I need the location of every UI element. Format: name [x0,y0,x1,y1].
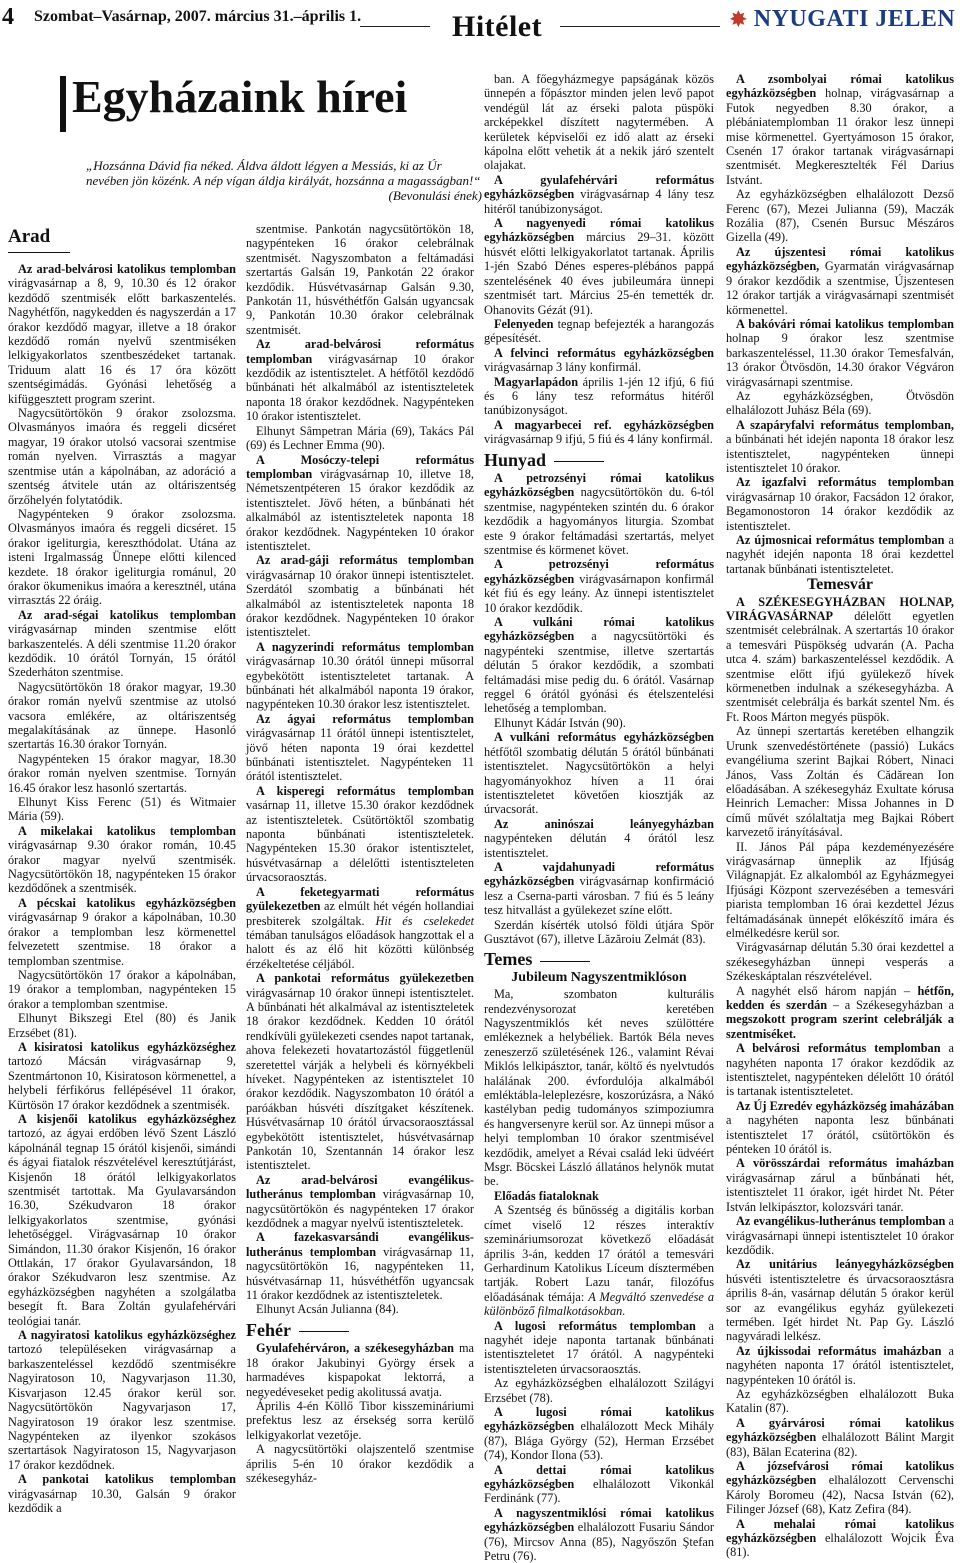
article-paragraph: A zsombolyai római katolikus egyházközségben holnap, virágvasárnap a Futok negyedben 8.30 órakor, a plébániatemplomban 11 órakor lesz ünnepi mise körmenettel. Gyertyámoson 15 órakor, Csenén 17 órakor tartanak virágvasárnapi szentmisét. Megkeresztelték Fél Darius Istvánt. [726,72,954,187]
section-temes [484,949,714,970]
article-paragraph: A kisjenői katolikus egyházközséghez tartozó, az ágyai erdőben lévő Szent László kápolnánál tegnap 15 órától kisjenői, simándi és ágyai fiatalok részvételével keresztútjárást, Kisjenőn 18 órától lelkigyakorlatos szentmisét tartottak. Ma Gyulavarsándon 16.30, Székudvaron 18 órakor lelkigyakorlatos szentmise, gyónási lehetőséggel. Virágvasárnap 10 órakor Simándon, 11.30 órakor Kisjenőn, 16 órakor Ottlakán, 17 órakor Gyulavarsándon, 18 órakor Székudvaron lesz szentmise. Az egyházközségben nagyhéten a szolgálatba besegít ft. Bara Zoltán gyulafehérvári teológiai tanár. [8,1111,236,1328]
article-paragraph: Az arad-ségai katolikus templomban virágvasárnap minden szentmise előtt barkaszentelés. A déli szentmise 11.20 órakor kezdődik. 10 órától Tornyán, 15 órától Szederháton szentmise. [8,607,236,680]
article-paragraph: Nagycsütörtökön 17 órakor a kápolnában, 19 órakor a templomban, nagypénteken 15 órakor a templomban szentmise. [8,967,236,1011]
column-3 [484,72,714,1563]
article-paragraph: Az egyházközségben elhalálozott Dezső Ferenc (67), Mezei Julianna (59), Maczák Rozália (87), Csenén Bursuc Mészáros Gizella (49). [726,187,954,245]
article-paragraph: A belvárosi református templomban a nagyhéten naponta 17 órakor kezdődik az istentisztelet, nagypénteken délelőtt 10 órától is tartanak istentiszteletet. [726,1041,954,1099]
article-paragraph: Az egyházközségben, Ötvösdön elhalálozott Juhász Béla (69). [726,388,954,418]
page-number: 4 [2,4,14,30]
section-title: Hitélet [452,10,543,43]
article-paragraph: Nagypénteken 9 órakor zsolozsma. Olvasmányos imaóra és reggeli dicséret. 15 órakor igeliturgia, kereszthódolat. Utána az isteni Irgalmasság Ünnepe előtti kilenced kezdete. 18 órakor igeliturgia románul, 20 órakor ökumenikus imaóra a keresztnél, utána virrasztás 22 óráig. [8,506,236,608]
article-paragraph: Az egyházközségben elhalálozott Szilágyi Erzsébet (78). [484,1376,714,1405]
article-paragraph: Az újszentesi római katolikus egyházközségben, Gyarmatán virágvasárnap 9 órakor kezdődik a szentmise, Újszentesen 12 órakor tartják a virágvasárnapi szentmisét körmenettel. [726,244,954,317]
column-1-body [8,262,236,1515]
column-4-top [726,72,954,576]
article-paragraph: Az aninószai leányegyházban nagypénteken délután 4 órától lesz istentisztelet. [484,816,714,860]
article-paragraph: Elhunyt Kiss Ferenc (51) és Witmaier Mária (59). [8,795,236,824]
column-4-temesvar [726,595,954,1560]
article-paragraph: A magyarbecei ref. egyházközségben virágvasárnap 9 ifjú, 5 fiú és 4 lány konfirmál. [484,417,714,447]
page-title: Egyházaink hírei [72,71,408,122]
article-paragraph: A pécskai katolikus egyházközségben virágvasárnap 9 órakor a kápolnában, 10.30 órakor a templomban lesz körmenettel felvezetett szentmise. 18 órakor a templomban szentmise. [8,895,236,968]
column-3-temes [484,987,714,1563]
article-paragraph: A nagycsütörtöki olajszentelő szentmise április 5-én 10 órakor kezdődik a székesegyház- [246,1442,474,1485]
article-paragraph: Az evangélikus-lutheránus templomban a virágvasárnapi ünnepi istentisztelet 10 órakor kezdődik. [726,1214,954,1257]
column-1 [8,262,236,1515]
quote-source: (Bevonulási ének) [388,188,482,203]
article-paragraph: A dettai római katolikus egyházközségben elhalálozott Vikonkál Ferdinánk (77). [484,1462,714,1506]
section-hunyad-rule [554,461,604,462]
column-3-hunyad [484,471,714,946]
heading-jubileum: Jubileum Nagyszentmiklóson [511,969,687,985]
article-paragraph: A vulkáni református egyházközségben hétfőtől szombatig délután 5 órától bűnbánati istentisztelet. Nagycsütörtökön a helyi hagyományokhoz híven a 11 órai istentiszteletet követően kiosztják az úrvacsorát. [484,730,714,817]
article-paragraph: A mehalai római katolikus egyházközségben elhalálozott Wojcik Éva (81). [726,1516,954,1560]
article-paragraph: Nagypénteken 15 órakor magyar, 18.30 órakor román nyelven szentmise. Tornyán 16.45 órakor lesz hasonló szertartás. [8,751,236,795]
article-paragraph: A szapáryfalvi református templomban, a bűnbánati hét idején naponta 18 órakor lesz istentisztelet, nagypénteken ünnepi istentisztelet 10 órakor. [726,417,954,475]
section-temes-title: Temes [484,949,533,970]
column-4 [726,72,954,1560]
header-rule-left [360,26,430,27]
column-2 [246,222,474,1485]
article-paragraph: Szerdán kísérték utolsó földi útjára Spör Gusztávot (67), illetve Lăzăroiu Zelmát (83). [484,917,714,946]
article-paragraph: A nagyenyedi római katolikus egyházközségben március 29–31. között húsvét előtti lelkigyakorlatot tartanak. Április 1-jén Szabó Dénes esperes-plébános pappá szentelésének 40 éves jubileumára ünnepi szentmisét tart. Március 25-én temették dr. Ohanovits Gézát (91). [484,216,714,317]
article-paragraph: Nagycsütörtökön 9 órakor zsolozsma. Olvasmányos imaóra és reggeli dicséret magyar, 19 órakor utolsó vacsorai szentmise román nyelven. Virrasztás a magyar szentmise után a kápolnában, az adoráció a szentség átvitele után az oltáriszentség őrzőhelyén folytatódik. [8,406,236,507]
article-paragraph: Magyarlapádon április 1-jén 12 ifjú, 6 fiú és 6 lány tesz református hitéről tanúbizonyságot. [484,374,714,418]
article-paragraph: Elhunyt Bikszegi Etel (80) és Janik Erzsébet (81). [8,1011,236,1040]
article-paragraph: A petrozsényi református egyházközségben virágvasárnapon konfirmál két fiú és egy leány. Az ünnepi istentisztelet 10 órakor kezdődik. [484,557,714,615]
section-hunyad-title: Hunyad [484,449,547,470]
logo-text: NYUGATI JELEN [753,6,956,32]
article-paragraph: A feketegyarmati református gyülekezetben az elmúlt hét végén hollandiai presbiterek szolgáltak. Hit és cselekedet témában tanulságos előadások hangzottak el a halott és az élő hit közötti különbség érzékeltetése céljából. [246,884,474,971]
issue-date: Szombat–Vasárnap, 2007. március 31.–április 1. [34,8,362,25]
article-paragraph: A kisiratosi katolikus egyházközséghez tartozó Mácsán virágvasárnap 9, Szentmártonon 10, Kisiratoson körmenettel, a helybeli férfikórus fellépésével 11 órakor, Kürtösön 17 órakor kezdődnek a szentmisék. [8,1039,236,1112]
article-paragraph: Az arad-belvárosi református templomban virágvasárnap 10 órakor kezdődik az istentisztelet. A hétfőtől kezdődő bűnbánati hét alkalmából az istentiszteletek naponta 18 órakor kezdődnek. Nagypénteken 10 órakor istentisztelet. [246,337,474,424]
article-paragraph: Az újmosnicai református templomban a nagyhét idején naponta 18 órai kezdettel tartanak bűnbánati istentiszteletet. [726,533,954,576]
section-arad-rule [8,252,70,253]
section-hunyad [484,449,714,470]
article-paragraph: A mikelakai katolikus templomban virágvasárnap 9.30 órakor román, 10.45 órakor magyar nyelvű szentmisék. Nagycsütörtökön 18, nagypénteken 15 órakor kezdődőnek a szentmisék. [8,823,236,896]
article-paragraph: A nagyiratosi katolikus egyházközséghez tartozó településeken virágvasárnap a barkaszenteléssel kezdődő szentmisékre Nagyiratoson 10, Nagyvarjason 11.30, Kisvarjason 12.45 órakor kerül sor. Nagycsütörtökön Nagyvarjason 17, Nagyiratoson 19 órakor lesz szentmise. Nagypénteken az ilyenkor szokásos szertartások Nagyiratoson 15, Nagyvarjason 17 órakor kezdődnek. [8,1328,236,1472]
article-paragraph: A gyulafehérvári református egyházközségben virágvasárnap 4 lány tesz hitéről tanúbizonyságot. [484,172,714,216]
article-paragraph: A Mosóczy-telepi református templomban virágvasárnap 10, illetve 18, Németszentpéteren 15 órakor kezdődik az istentisztelet. Jövő héten, a bűnbánati hét alkalmából az istentiszteletek naponta 18 órakor kezdődnek. Nagypénteken 10 órakor istentisztelet. [246,452,474,553]
article-paragraph: Elhunyt Sâmpetran Mária (69), Takács Pál (69) és Lechner Emma (90). [246,423,474,453]
article-paragraph: Gyulafehérváron, a székesegyházban ma 18 órakor Jakubinyi György érsek a harmadéves kispapokat lektorrá, a negyedéveseket pedig akolitussá avatja. [246,1341,474,1399]
article-paragraph: A kisperegi református templomban vasárnap 11, illetve 15.30 órakor kezdődnek az istentiszteletek. Csütörtöktől szombatig naponta bűnbánati istentiszteletek. Nagypénteken 15.30 órakor istentisztelet, húsvétvasárnap a délelőtti istentiszteleten úrvacsoraosztás. [246,783,474,885]
article-paragraph: A pankotai katolikus templomban virágvasárnap 10.30, Galsán 9 órakor kezdődik a [8,1472,236,1515]
article-paragraph: A lugosi római katolikus egyházközségben elhalálozott Meck Mihály (87), Blága György (52), Herman Erzsébet (74), Kondor Ilona (53). [484,1404,714,1463]
article-paragraph: A bakóvári római katolikus templomban holnap 9 órakor lesz szentmise barkaszenteléssel, 11.30 órakor Temesfalván, 13 órakor Ötvösdön, 14.30 órakor Végváron virágvasárnapi szentmise. [726,316,954,389]
article-paragraph: II. János Pál pápa kezdeményezésére virágvasárnap ünneplik az Ifjúság Világnapját. Ez alkalomból az Egyházmegyei Ifjúsági Központ szervezésében a temesvári piarista templomban 16 órai kezdettel Jézus feltámadásának ünnepét előkészítő imára és elmélkedésre kerül sor. [726,839,954,940]
article-paragraph: A felvinci református egyházközségben virágvasárnap 3 lány konfirmál. [484,345,714,375]
article-paragraph: A nagyszentmiklósi római katolikus egyházközségben elhalálozott Fusariu Sándor (76), Mircsov Anna (85), Nagyőszőn Ştefan Petru (76). [484,1505,714,1563]
header-rule-right [560,26,720,27]
article-paragraph: Az igazfalvi református templomban virágvasárnap 10 órakor, Facsádon 12 órakor, Begamonostoron 14 órakor kezdődik az istentisztelet. [726,475,954,533]
section-temesvar-title: Temesvár [806,576,874,594]
article-paragraph: A fazekasvarsándi evangélikus-lutheránus templomban virágvasárnap 11, nagycsütörtökön 16, nagypénteken 11, húsvétvasárnap 11, húsvéthétfőn ugyancsak 11 órakor kezdődnek az istentiszteletek. [246,1230,474,1303]
section-temesvar [726,578,954,592]
article-paragraph: A vörösszárdai református imaházban virágvasárnap zárul a bűnbánati hét, istentisztelet 11 órakor, igét hirdet Nt. Péter István lelkipásztor, kolozsvári tanár. [726,1156,954,1214]
article-paragraph: A józsefvárosi római katolikus egyházközségben elhalálozott Cervenschi Károly Boromeu (42), Nacsa István (62), Filinger József (68), Katz Zefira (84). [726,1459,954,1517]
article-paragraph: A Szentség és bűnösség a digitális korban címet viselő 12 részes interaktív szemináriumsorozat következő előadását április 3-án, kedden 17 órától a temesvári Gerhardinum Katolikus Líceum dísztermében tartják. Robert Lazu tanár, filozófus előadásának témája: A Megváltó szenvedése a különböző filmalkotásokban. [484,1203,714,1319]
article-paragraph: Az unitárius leányegyházközségben húsvéti istentiszteletre és úrvacsoraosztásra április 8-án, vasárnap délután 5 órakor kerül sor az evangélikus egyház gyülekezeti termében. Igét hirdet Nt. Pap Gy. László nagyváradi lelkész. [726,1257,954,1344]
article-paragraph: Elhunyt Kádár István (90). [494,715,626,730]
article-paragraph: Az Új Ezredév egyházközség imaházában a nagyhéten naponta lesz bűnbánati istentisztelet 17 órától, csütörtökön és pénteken 10 órától is. [726,1098,954,1157]
section-feher [246,1319,474,1340]
article-paragraph: Virágvasárnap délután 5.30 órai kezdettel a székesegyházban ünnepi vesperás a Székeskáptalan részvételével. [726,940,954,984]
article-paragraph: A vulkáni római katolikus egyházközségben a nagycsütörtöki és nagypénteki szentmise, illetve szertartás délután 5 órakor kezdődik, a szombati feltámadási mise pedig du. 6 órától. Vasárnap reggel 6 órától gyónási és ételszentelési lehetőség a templomban. [484,615,714,716]
section-feher-rule [299,1331,349,1332]
title-bar [60,76,66,132]
article-paragraph: Április 4-én Köllő Tibor kisszemináriumi prefektus lesz az érsekség sorra kerülő lelkigyakorlat vezetője. [246,1398,474,1442]
column-2-body [246,222,474,1317]
opening-quote [86,158,482,203]
article-paragraph: A nagyhét első három napján – hétfőn, kedden és szerdán – a Székesegyházban a megszokott program szerint celebrálják a szentmiséket. [726,983,954,1041]
article-paragraph: Az egyházközségben elhalálozott Buka Katalin (87). [726,1386,954,1416]
article-paragraph: Elhunyt Acsán Julianna (84). [256,1302,399,1317]
article-paragraph: Az ünnepi szertartás keretében elhangzik Urunk szenvedéstörténete (passió) Lukács evangéliuma szerint Bajkai Róbert, Ninaci János, Vass Zoltán és Cădărean Ion előadásában. A székesegyház Exultate kórusa Heinrich Lemacher: Missa Johannes in D című művét szólaltatja meg Bajkai Róbert karvezető irányításával. [726,724,954,840]
article-paragraph: szentmise. Pankotán nagycsütörtökön 18, nagypénteken 16 órakor celebrálnak szentmisét. Nagyszombaton a feltámadási szertartás Galsán 19, Pankotán 22 órakor kezdődik. Húsvétvasárnap Galsán 9.30, Pankotán 11, húsvéthétfőn Galsán ugyancsak 9, Pankotán 10.30 órakor celebrálnak szentmisét. [246,222,474,337]
article-paragraph: Az arad-belvárosi evangélikus-lutheránus templomban virágvasárnap 10, nagycsütörtökön és nagypénteken 17 órakor kezdődnek a magyar nyelvű istentiszteletek. [246,1172,474,1231]
newspaper-logo[interactable] [730,6,955,33]
article-paragraph: Nagycsütörtökön 18 órakor magyar, 19.30 órakor román nyelvű szentmise az utolsó vacsora emlékére, az oltáriszentség megalakításának az ünnepe. Hasonló szertartás 16.30 órakor Tornyán. [8,679,236,752]
section-temes-rule [540,961,590,962]
article-paragraph: Az arad-gáji református templomban virágvasárnap 10 órakor ünnepi istentisztelet. Szerdától szombatig a bűnbánati hét alkalmából az istentiszteletek naponta 18 órakor kezdődnek. Nagypénteken 10 órakor istentisztelet. [246,553,474,640]
article-paragraph: A gyárvárosi római katolikus egyházközségben elhalálozott Bálint Margit (83), Bălan Ecaterina (82). [726,1415,954,1459]
article-paragraph: A SZÉKESEGYHÁZBAN HOLNAP, VIRÁGVASÁRNAP délelőtt egyetlen szentmisét celebrálnak. A szertartás 10 órakor a temesvári Püspökség udvarán (A. Pacha utca 4. szám) barkaszenteléssel kezdődik. A szentmise előtt ifjú gyülekező hívek körmenetben indulnak a székesegyházba. A szentmisét celebrálja és barkát szentel Nm. és Ft. Roos Márton megyés püspök. [726,594,954,724]
column-2-feher-body [246,1341,474,1485]
quote-text: „Hozsánna Dávid fia néked. Áldva áldott légyen a Messiás, ki az Úr nevében jön közénk. A nép vígan áldja királyát, hozsánna a magasságban!“ [86,158,481,188]
article-paragraph: A vajdahunyadi református egyházközségben virágvasárnap konfirmáció lesz a Cserna-parti városban. 7 fiú és 5 leány tesz hitvallást a gyülekezet színe előtt. [484,859,714,918]
page-header [0,0,960,44]
article-paragraph: A lugosi református templomban a nagyhét ideje naponta tartanak bűnbánati istentiszteletet 17 órától. A nagypénteki istentiszteleten úrvacsoraosztás. [484,1318,714,1376]
article-paragraph: Felenyeden tegnap befejezték a harangozás gépesítését. [484,316,714,346]
logo-star-icon: ✸ [730,9,748,31]
section-arad-title: Arad [8,226,51,247]
article-paragraph: A petrozsényi római katolikus egyházközségben nagycsütörtökön du. 6-tól szentmise, nagypénteken szintén du. 6 órakor kezdődik a hagyományos liturgia. Szombat este 9 órakor feltámadási szertartás, melyet szentmise és körmenet követ. [484,470,714,557]
section-feher-title: Fehér [246,1319,291,1340]
article-paragraph: Az arad-belvárosi katolikus templomban virágvasárnap a 8, 9, 10.30 és 12 órakor kezdődő szentmisék előtt barkaszentelés. Nagyhétfőn, nagykedden és nagyszerdán a 17 órakor kezdődő magyar, illetve a 18 órakor kezdődő román nyelvű szentmiséken lelkigyakorlatos szentbeszédeket tartanak. Triduum alatt 16 és 17 óra között szentségimádás. Gyónási lehetőség a kifüggesztett program szerint. [8,262,236,406]
article-paragraph: A nagyzerindi református templomban virágvasárnap 10.30 órától ünnepi műsorral egybekötött istentiszteletet tartanak. A bűnbánati hét alkalmából naponta 19 órakor, nagypénteken 10.30 órakor lesz istentisztelet. [246,639,474,712]
article-paragraph: A pankotai református gyülekezetben virágvasárnap 10 órakor ünnepi istentisztelet. A bűnbánati hét alkalmával az istentiszteletek 18 órakor kezdődnek. Kedden 10 órától rendkívüli gyülekezeti csendes napot tartanak, ahova felekezeti hovatartozástól függetlenül szeretettel várják a helybeli és környékbeli híveket. Nagypénteken az istentisztelet 10 órakor kezdődik. Nagyszombaton 10 órától a paróákban húsvéti díszítgaket készítenek. Húsvétvasárnap 10 órától úrvacsoraosztással egybekötött istentisztelet, húsvétvasárnap Pankotán 10, Szentannán 14 órakor lesz istentisztelet. [246,971,474,1173]
article-paragraph: Az újkissodai református imaházban a nagyhéten naponta 17 órától istentisztelet, nagypénteken 10 órától is. [726,1343,954,1387]
section-arad [8,226,70,253]
article-paragraph: Ma, szombaton kulturális rendezvénysorozat keretében Nagyszentmiklós két neves szülöttére emlékeznek a helybéliek. Bartók Béla neves zeneszerző születésének 126., valamint Révai Miklós lelkipásztor, tanár, költő és nyelvtudós halálának 200. évfordulója alkalmából emléktábla-leleplezésre, koszorúzásra, a Nákó kastélyban pedig tudományos szimpoziumra és hangversenyre kerül sor. Az ünnepi műsor a helyi templomban 10 órakor szentmisével kezdődik, amelyet a Révai család leki üdvéért Msgr. Böcskei László állatános helynök mutat be. [484,987,714,1189]
article-paragraph: ban. A főegyházmegye papságának közös ünnepén a főpásztor minden jelen levő papot vendégül lát az érseki palota püspöki arcképekkel díszített nagytermében. A kerületek képviselői ez idő alatt az érseki kápolna előtt vehetik át a nekik járó szentelt olajakat. [484,72,714,173]
article-paragraph: Az ágyai református templomban virágvasárnap 11 órától ünnepi istentisztelet, jövő héten naponta 19 órai kezdettel bűnbánati istentisztelet. Nagypénteken 11 órától istentisztelet. [246,711,474,784]
column-3-top [484,72,714,447]
article-paragraph: Előadás fiataloknak [494,1188,599,1203]
